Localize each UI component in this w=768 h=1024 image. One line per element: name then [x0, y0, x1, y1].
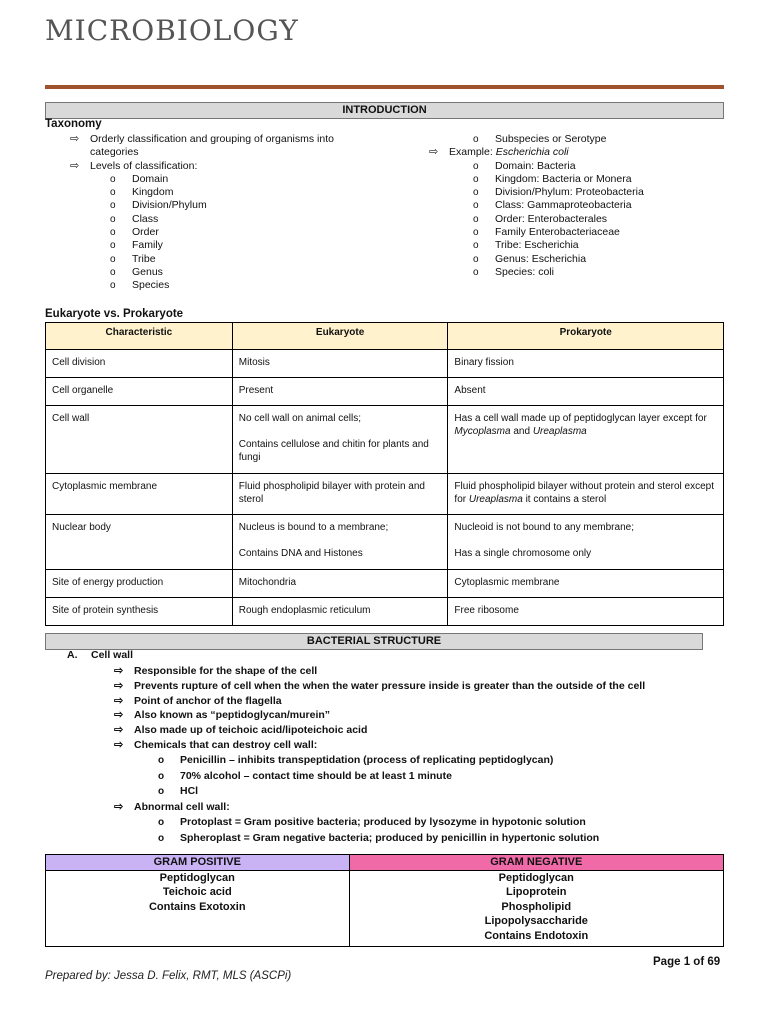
- gram-negative-item: Peptidoglycan: [498, 871, 574, 884]
- item-text: Tribe: [132, 252, 156, 265]
- list-item: [70, 173, 334, 186]
- list-item: [114, 694, 645, 709]
- bullet-icon: o: [473, 253, 479, 265]
- comparison-cell: Site of protein synthesis: [46, 598, 233, 626]
- taxonomy-heading: Taxonomy: [45, 118, 102, 130]
- item-text: Spheroplast = Gram negative bacteria; produced by penicillin in hypertonic solution: [180, 831, 600, 844]
- arrow-icon: ⇨: [114, 738, 124, 751]
- list-item: [70, 186, 334, 199]
- bullet-icon: o: [473, 134, 479, 145]
- arrow-icon: ⇨: [70, 133, 80, 145]
- item-text: Class: Gammaproteobacteria: [495, 199, 632, 212]
- item-text: Species: coli: [495, 265, 554, 278]
- bullet-icon: o: [473, 266, 479, 278]
- bullet-icon: o: [110, 187, 116, 199]
- comparison-cell: Rough endoplasmic reticulum: [232, 598, 448, 626]
- list-item: [429, 186, 644, 199]
- item-text: Chemicals that can destroy cell wall:: [134, 738, 318, 751]
- list-item: [70, 226, 334, 239]
- item-text: categories: [90, 146, 139, 159]
- list-item: [429, 239, 644, 252]
- item-text: Penicillin – inhibits transpeptidation (process of replicating peptidoglycan): [180, 753, 554, 766]
- bullet-icon: o: [110, 280, 116, 292]
- list-item: [70, 266, 334, 279]
- comparison-cell: Cell organelle: [46, 378, 233, 406]
- comparison-row: [46, 474, 724, 515]
- arrow-icon: ⇨: [114, 709, 124, 722]
- item-text: Orderly classification and grouping of organisms into: [90, 133, 334, 145]
- item-text: 70% alcohol – contact time should be at least 1 minute: [180, 769, 452, 782]
- gram-positive-header: GRAM POSITIVE: [46, 855, 350, 871]
- page-prefix: Page: [653, 956, 684, 968]
- page-current: 1: [683, 956, 691, 968]
- page-middle: of: [690, 956, 708, 968]
- list-item: [114, 784, 645, 800]
- item-text: Point of anchor of the flagella: [134, 694, 282, 707]
- comparison-table: [45, 322, 724, 626]
- comparison-row: [46, 598, 724, 626]
- arrow-icon: ⇨: [429, 146, 439, 159]
- list-item: [429, 266, 644, 279]
- item-text: Tribe: Escherichia: [495, 239, 579, 252]
- list-item: [429, 160, 644, 173]
- item-text: Division/Phylum: [132, 199, 207, 212]
- list-item: [114, 708, 645, 723]
- gram-positive-cell: [46, 870, 350, 946]
- comparison-cell: Nucleoid is not bound to any membrane; Has a single chromosome only: [448, 515, 724, 570]
- comparison-cell: Fluid phospholipid bilayer with protein and sterol: [232, 474, 448, 515]
- comparison-cell: Has a cell wall made up of peptidoglycan layer except for Mycoplasma and Ureaplasma: [448, 406, 724, 474]
- item-text: Genus: [132, 265, 163, 278]
- bullet-icon: o: [473, 200, 479, 212]
- list-item: [114, 723, 645, 738]
- gram-negative-item: Phospholipid: [501, 900, 572, 913]
- bullet-icon: o: [110, 266, 116, 278]
- bullet-icon: o: [158, 832, 165, 844]
- cell-wall-points: [114, 664, 645, 847]
- comparison-row: [46, 350, 724, 378]
- item-text: HCl: [180, 785, 199, 798]
- comparison-cell: Mitochondria: [232, 570, 448, 598]
- page-total: 69: [707, 956, 721, 968]
- list-item: [70, 146, 334, 159]
- comparison-cell: Absent: [448, 378, 724, 406]
- item-text: Kingdom: [132, 186, 174, 199]
- item-text: Species: [132, 279, 170, 292]
- taxonomy-right-column: [429, 133, 644, 279]
- bullet-icon: o: [110, 240, 116, 252]
- bullet-icon: o: [473, 173, 479, 185]
- header-prokaryote: Prokaryote: [448, 323, 724, 350]
- comparison-cell: Nucleus is bound to a membrane; Contains DNA and Histones: [232, 515, 448, 570]
- bullet-icon: o: [473, 187, 479, 199]
- bullet-icon: o: [110, 253, 116, 265]
- item-text: Subspecies or Serotype: [495, 133, 607, 145]
- comparison-cell: Cell division: [46, 350, 233, 378]
- item-text: Order: Enterobacterales: [495, 212, 608, 225]
- comparison-cell: Cytoplasmic membrane: [448, 570, 724, 598]
- section-title: Cell wall: [91, 649, 134, 661]
- document-title: MICROBIOLOGY: [45, 14, 299, 47]
- gram-positive-item: Teichoic acid: [162, 886, 232, 899]
- bullet-icon: o: [158, 754, 165, 766]
- page-number: [653, 956, 720, 968]
- item-text: Abnormal cell wall:: [134, 801, 230, 814]
- gram-negative-item: Contains Endotoxin: [484, 929, 589, 942]
- section-letter: A.: [67, 649, 78, 661]
- taxonomy-left-column: [70, 133, 334, 293]
- bullet-icon: o: [158, 770, 165, 782]
- bullet-icon: o: [473, 240, 479, 252]
- list-item: [114, 815, 645, 831]
- prepared-by: Prepared by: Jessa D. Felix, RMT, MLS (ASCPi): [45, 970, 292, 982]
- item-text: Protoplast = Gram positive bacteria; produced by lysozyme in hypotonic solution: [180, 815, 586, 828]
- item-text: Class: [132, 212, 159, 225]
- item-prefix: Example:: [449, 146, 496, 159]
- cell-wall-heading: [67, 649, 133, 662]
- item-text: Prevents rupture of cell when the when the water pressure inside is greater than the outside of the cell: [134, 679, 646, 692]
- gram-table: [45, 854, 724, 947]
- header-characteristic: Characteristic: [46, 323, 233, 350]
- gram-negative-item: Lipoprotein: [506, 886, 567, 899]
- list-item: [429, 133, 644, 146]
- arrow-icon: ⇨: [114, 665, 124, 677]
- comparison-header-row: [46, 323, 724, 350]
- item-text: Division/Phylum: Proteobacteria: [495, 186, 644, 199]
- bullet-icon: o: [110, 200, 116, 212]
- comparison-row: [46, 406, 724, 474]
- comparison-cell: Free ribosome: [448, 598, 724, 626]
- list-item: [429, 199, 644, 212]
- item-text: Genus: Escherichia: [495, 252, 587, 265]
- list-item: [114, 753, 645, 769]
- comparison-cell: Cell wall: [46, 406, 233, 474]
- item-text: Domain: [132, 172, 169, 185]
- bullet-icon: o: [110, 173, 116, 185]
- list-item: [70, 160, 334, 173]
- item-text: Family: [132, 239, 163, 252]
- list-item: [429, 253, 644, 266]
- introduction-header: INTRODUCTION: [45, 102, 724, 119]
- gram-negative-item: Lipopolysaccharide: [484, 915, 588, 928]
- bullet-icon: o: [110, 227, 116, 239]
- comparison-cell: Binary fission: [448, 350, 724, 378]
- arrow-icon: ⇨: [114, 801, 124, 814]
- gram-negative-cell: [349, 870, 723, 946]
- comparison-cell: No cell wall on animal cells; Contains cellulose and chitin for plants and fungi: [232, 406, 448, 474]
- arrow-icon: ⇨: [114, 679, 124, 692]
- list-item: [70, 133, 334, 146]
- item-text: Domain: Bacteria: [495, 159, 576, 172]
- list-item: [429, 213, 644, 226]
- bacterial-structure-header: BACTERIAL STRUCTURE: [45, 633, 703, 650]
- bullet-icon: o: [473, 227, 479, 239]
- bullet-icon: o: [473, 213, 479, 225]
- comparison-row: [46, 515, 724, 570]
- comparison-heading: Eukaryote vs. Prokaryote: [45, 308, 184, 320]
- list-item: [114, 738, 645, 753]
- list-item: [114, 831, 645, 847]
- comparison-row: [46, 378, 724, 406]
- bullet-icon: o: [158, 816, 165, 828]
- list-item: [114, 800, 645, 815]
- list-item: [429, 226, 644, 239]
- comparison-cell: Mitosis: [232, 350, 448, 378]
- list-item: [70, 279, 334, 292]
- gram-positive-item: Contains Exotoxin: [148, 900, 246, 913]
- comparison-cell: Site of energy production: [46, 570, 233, 598]
- item-text: Family Enterobacteriaceae: [495, 226, 620, 239]
- comparison-cell: Nuclear body: [46, 515, 233, 570]
- gram-positive-item: Peptidoglycan: [159, 871, 235, 884]
- list-item: [429, 146, 644, 159]
- list-item: [70, 199, 334, 212]
- gram-negative-header: GRAM NEGATIVE: [349, 855, 723, 871]
- item-text: Also made up of teichoic acid/lipoteichoic acid: [134, 724, 368, 737]
- item-text: Kingdom: Bacteria or Monera: [495, 172, 632, 185]
- comparison-cell: Cytoplasmic membrane: [46, 474, 233, 515]
- list-item: [429, 173, 644, 186]
- arrow-icon: ⇨: [114, 694, 124, 707]
- bullet-icon: o: [473, 160, 479, 172]
- item-text: Also known as “peptidoglycan/murein”: [134, 709, 331, 722]
- bullet-icon: o: [158, 786, 165, 798]
- list-item: [70, 239, 334, 252]
- item-text: Responsible for the shape of the cell: [134, 665, 318, 677]
- title-rule: [45, 85, 724, 89]
- header-eukaryote: Eukaryote: [232, 323, 448, 350]
- list-item: [114, 679, 645, 694]
- list-item: [70, 213, 334, 226]
- item-italic: Escherichia coli: [495, 146, 569, 159]
- list-item: [114, 769, 645, 785]
- comparison-row: [46, 570, 724, 598]
- arrow-icon: ⇨: [70, 159, 80, 172]
- item-text: Order: [132, 226, 159, 239]
- comparison-cell: Fluid phospholipid bilayer without protein and sterol except for Ureaplasma it contains a sterol: [448, 474, 724, 515]
- list-item: [70, 253, 334, 266]
- item-text: Levels of classification:: [90, 159, 198, 172]
- arrow-icon: ⇨: [114, 724, 124, 737]
- bullet-icon: o: [110, 213, 116, 225]
- comparison-cell: Present: [232, 378, 448, 406]
- list-item: [114, 664, 645, 679]
